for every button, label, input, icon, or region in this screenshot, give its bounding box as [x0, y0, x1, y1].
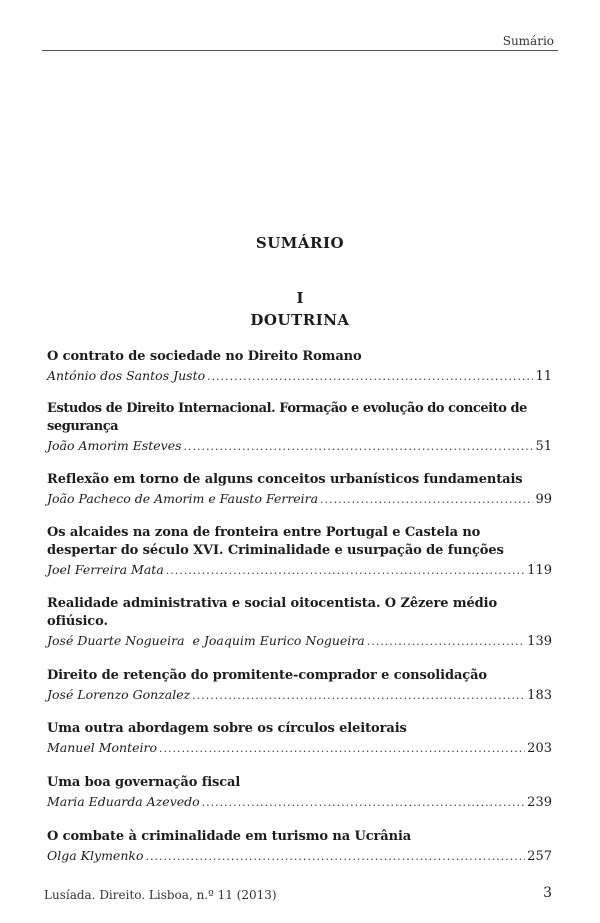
entry-title: Os alcaides na zona de fronteira entre Portugal e Castela no despertar do século XVI. Criminalidade e usurpação de funções — [47, 525, 504, 558]
part-name: DOUTRINA — [250, 311, 350, 329]
page-title: SUMÁRIO — [255, 234, 345, 252]
toc-entry — [47, 774, 552, 812]
entry-title: Reflexão em torno de alguns conceitos urbanísticos fundamentais — [47, 472, 523, 487]
entry-line — [47, 847, 552, 866]
dot-leader — [145, 848, 525, 866]
toc-entry — [47, 471, 552, 509]
entry-page: 51 — [535, 439, 552, 454]
entry-line — [47, 437, 552, 456]
dot-leader — [184, 438, 534, 456]
toc-entry — [47, 400, 552, 456]
entry-title: O contrato de sociedade no Direito Romano — [47, 349, 362, 364]
toc-entry — [47, 828, 552, 866]
entry-author: Maria Eduarda Azevedo — [47, 794, 200, 809]
dot-leader — [166, 562, 525, 580]
entry-author: Joel Ferreira Mata — [47, 562, 164, 577]
entry-author: Olga Klymenko — [47, 848, 144, 863]
entry-title: Uma boa governação fiscal — [47, 775, 241, 790]
entry-author: João Pacheco de Amorim e Fausto Ferreira — [47, 491, 319, 506]
entry-line — [47, 632, 552, 651]
entry-title: Uma outra abordagem sobre os círculos eleitorais — [47, 721, 407, 736]
entry-author: António dos Santos Justo — [47, 368, 206, 383]
toc-entry — [47, 667, 552, 705]
entry-page: 139 — [527, 634, 552, 649]
entry-page: 183 — [527, 688, 552, 703]
entry-page: 11 — [535, 369, 552, 384]
page-number: 3 — [543, 885, 552, 901]
dot-leader — [159, 740, 525, 758]
toc-entries — [47, 348, 552, 866]
entry-page: 99 — [535, 492, 552, 507]
entry-line — [47, 686, 552, 705]
entry-line — [47, 739, 552, 758]
entry-page: 239 — [527, 795, 552, 810]
running-head: Sumário — [502, 34, 554, 48]
entry-title: Direito de retenção do promitente-comprador e consolidação — [47, 668, 487, 683]
toc-entry — [47, 720, 552, 758]
part-number: I — [296, 289, 304, 307]
dot-leader — [202, 794, 525, 812]
entry-page: 119 — [527, 563, 552, 578]
dot-leader — [192, 687, 525, 705]
entry-line — [47, 367, 552, 386]
entry-title: O combate à criminalidade em turismo na Ucrânia — [47, 829, 412, 844]
entry-author: João Amorim Esteves — [47, 438, 182, 453]
entry-author: Manuel Monteiro — [47, 740, 158, 755]
entry-author: José Duarte Nogueira e Joaquim Eurico Nogueira — [47, 633, 365, 648]
entry-line — [47, 561, 552, 580]
toc-entry — [47, 524, 552, 580]
dot-leader — [367, 633, 525, 651]
entry-line — [47, 793, 552, 812]
entry-title: Estudos de Direito Internacional. Formação e evolução do conceito de segurança — [47, 401, 527, 434]
entry-title: Realidade administrativa e social oitocentista. O Zêzere médio ofiúsico. — [47, 596, 498, 629]
dot-leader — [320, 491, 533, 509]
toc-entry — [47, 348, 552, 386]
journal-citation: Lusíada. Direito. Lisboa, n.º 11 (2013) — [44, 888, 277, 902]
entry-page: 257 — [527, 849, 552, 864]
entry-line — [47, 490, 552, 509]
dot-leader — [207, 368, 533, 386]
header-rule — [42, 50, 558, 51]
toc-entry — [47, 595, 552, 651]
entry-page: 203 — [527, 741, 552, 756]
entry-author: José Lorenzo Gonzalez — [47, 687, 191, 702]
